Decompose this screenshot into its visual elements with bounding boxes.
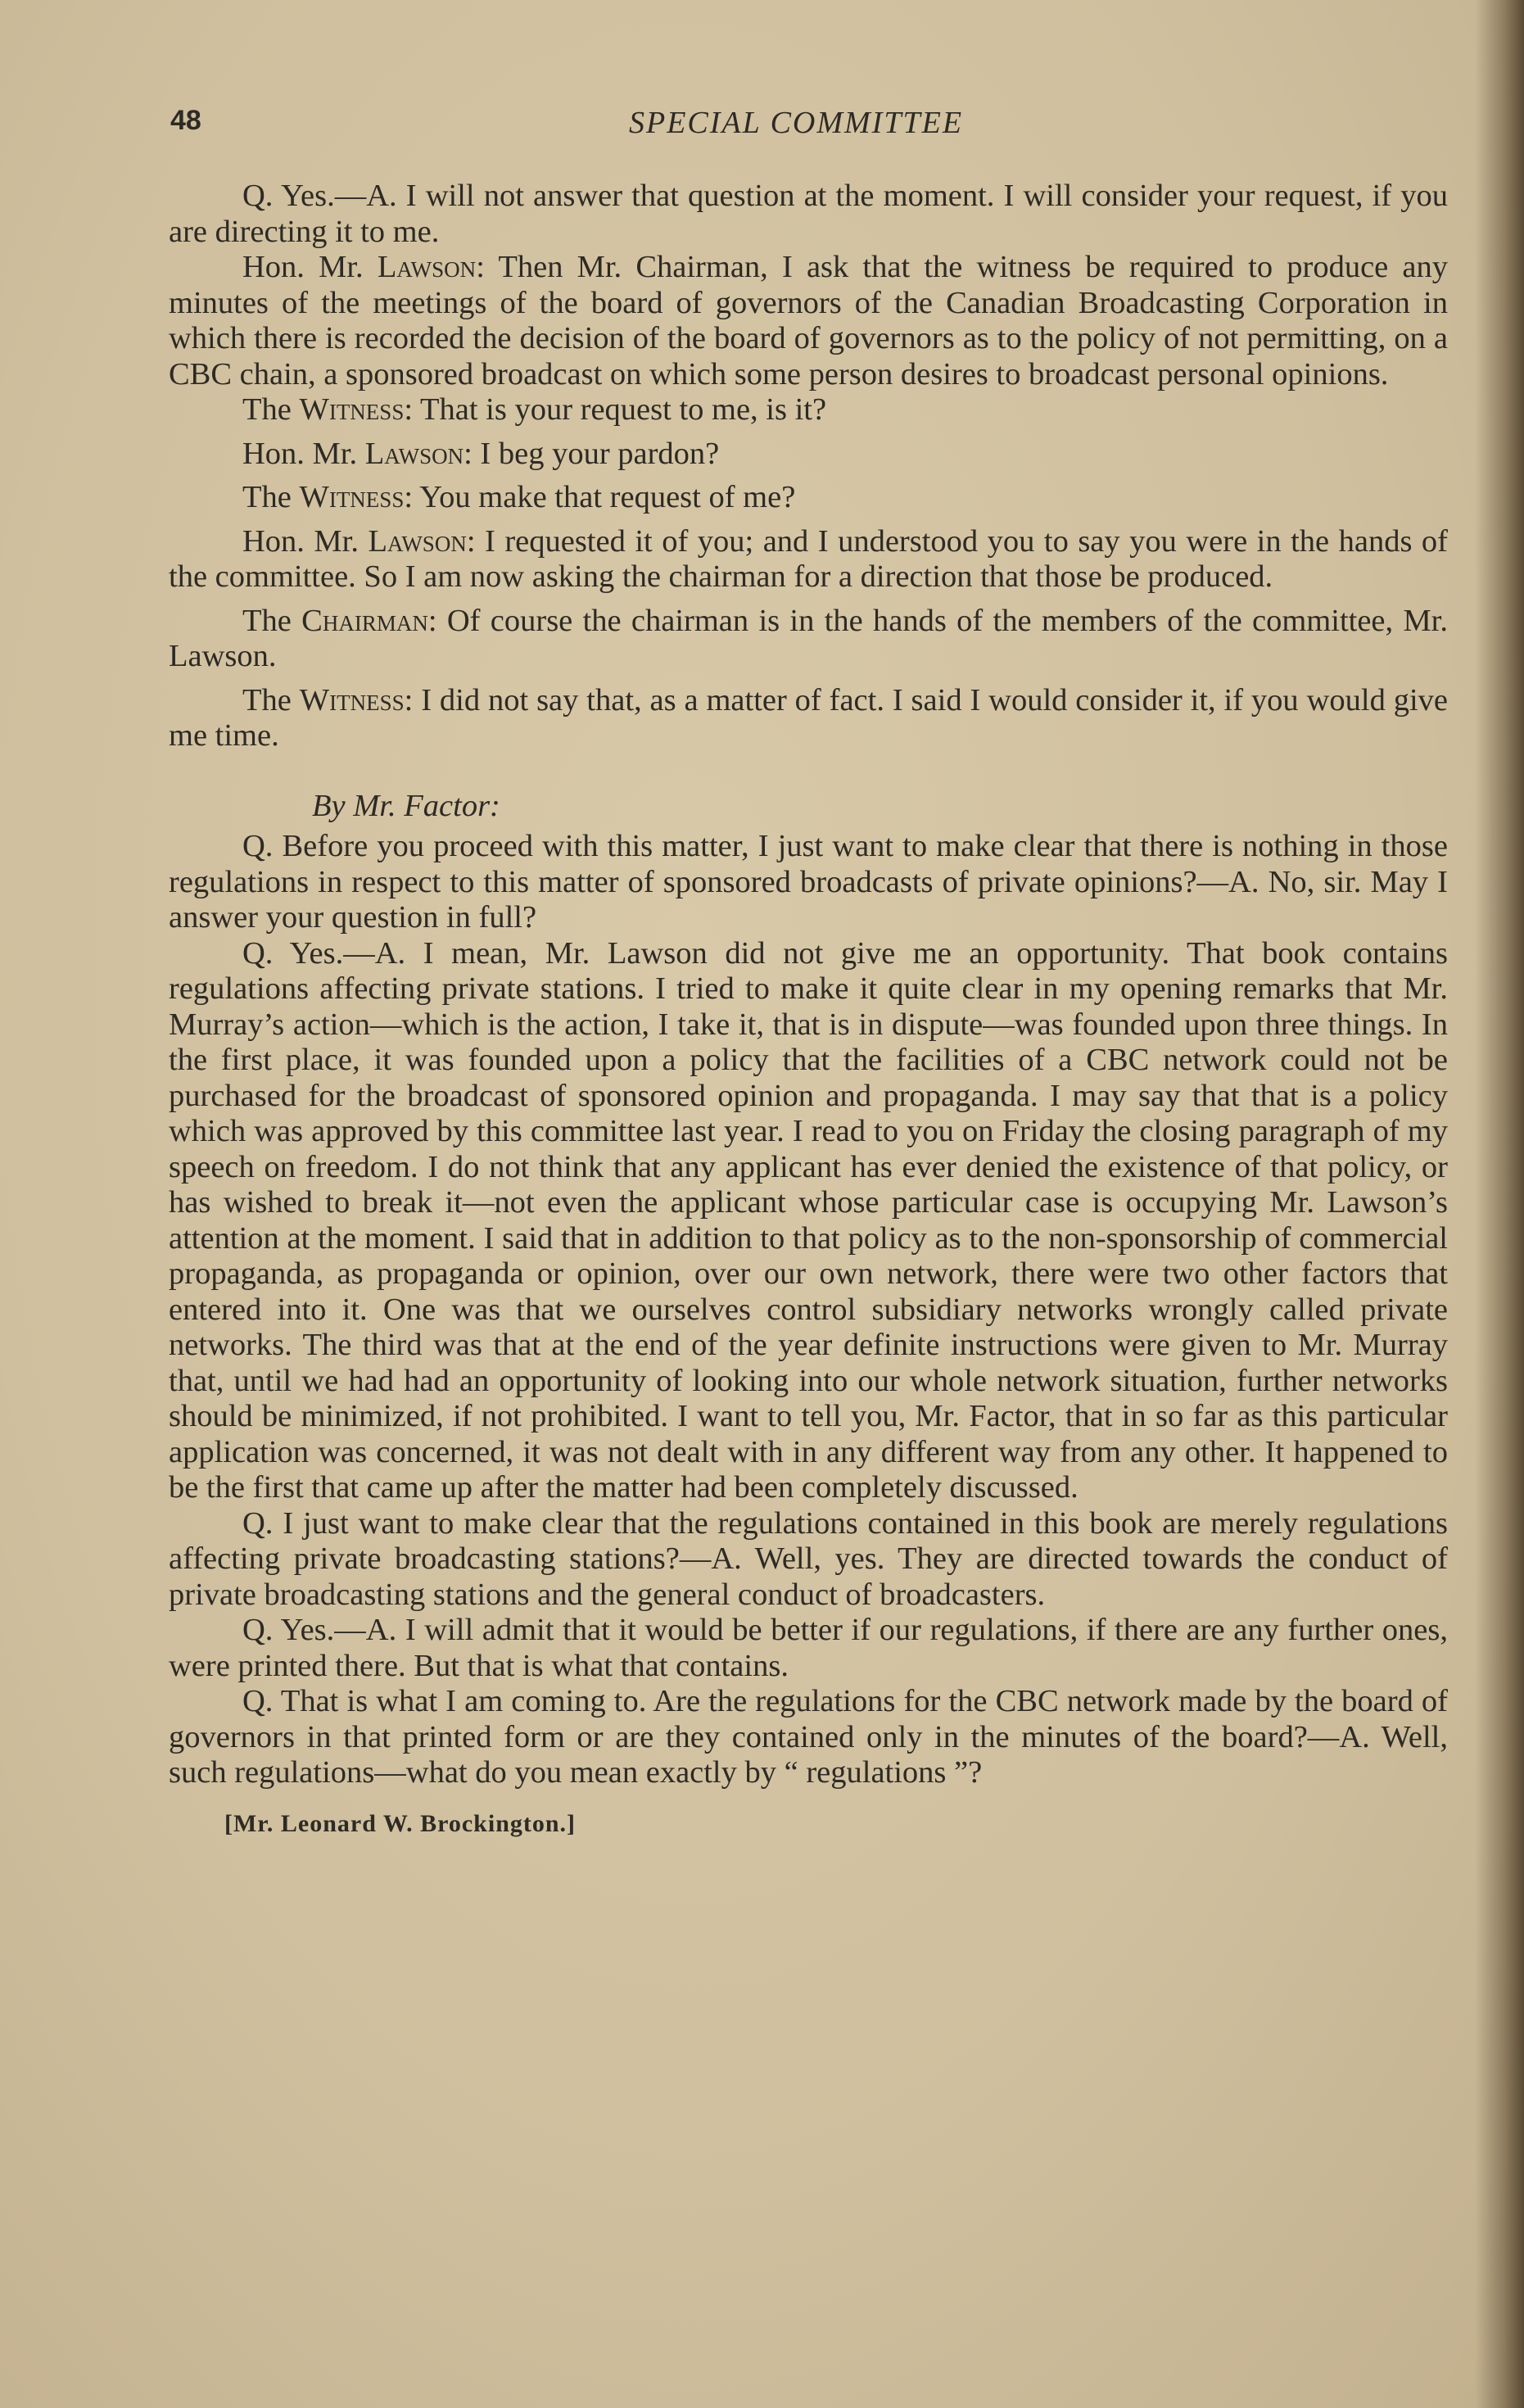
paragraph-text: : You make that request of me? [404,480,796,514]
examiner-byline: By Mr. Factor: [312,788,500,823]
page-number: 48 [170,105,201,136]
paragraph-speech [169,480,1448,516]
paragraph-qa [169,1684,1448,1791]
paragraph-text: : That is your request to me, is it? [404,392,827,427]
speaker-name: Witness [299,392,405,427]
speaker-prefix: The [242,392,300,427]
book-spine-shadow [1475,0,1524,2408]
paragraph-text: : Then Mr. Chairman, I ask that the witness be required to produce any minutes of the meetings of the board of governors of the Canadian Broadcasting Corporation in which there is recorded the decision of the board of governors as to the policy of not permitting, on a CBC chain, a sponsored broadcast on which some person desires to broadcast personal opinions. [169,250,1449,392]
paragraph-speech [169,604,1448,675]
paragraph-qa [169,1613,1448,1684]
speaker-prefix: Hon. Mr. [242,523,369,559]
paragraph-text: Q. That is what I am coming to. Are the regulations for the CBC network made by the board of governors in that printed form or are they contained only in the minutes of the board?—A. Well, such regulations—what do you mean exactly by “ regulations ”? [169,1684,1448,1790]
paragraph-speech [169,524,1448,595]
speaker-prefix: The [242,603,302,638]
page-body [169,179,1448,1841]
speaker-prefix: Hon. Mr. [242,250,378,284]
speaker-name: Chairman [301,603,428,638]
speaker-name: Witness [299,682,405,717]
paragraph-text: : Of course the chairman is in the hands of the members of the committee, Mr. Lawson. [169,603,1448,673]
speaker-name: Lawson [368,523,467,559]
paragraph-qa [169,179,1448,250]
paragraph-speech [169,392,1448,428]
paragraph-qa [169,936,1448,1506]
paragraph-text: : I beg your pardon? [464,436,720,471]
paragraph-text: Q. Yes.—A. I mean, Mr. Lawson did not give me an opportunity. That book contains regulations affecting private stations. I tried to make it quite clear in my opening remarks that Mr. Murray’s action—which is the action, I take it, that is in dispute—was founded upon three things. In the first place, it was founded upon a policy that the facilities of a CBC network could not be purchased for the broadcast of sponsored opinion and propaganda. I may say that that is a policy which was approved by this committee last year. I read to you on Friday the closing paragraph of my speech on freedom. I do not think that any applicant has ever denied the existence of that policy, or has wished to break it—not even the applicant whose particular case is occupying Mr. Lawson’s attention at the moment. I said that in addition to that policy as to the non-sponsorship of commercial propaganda, as propaganda or opinion, over our own network, there were two other factors that entered into it. One was that we ourselves control subsidiary networks wrongly called private networks. The third was that at the end of the year definite instructions were given to Mr. Murray that, until we had had an opportunity of looking into our whole network situation, further networks should be minimized, if not prohibited. I want to tell you, Mr. Factor, that in so far as this particular application was concerned, it was not dealt with in any different way from any other. It happened to be the first that came up after the matter had been completely discussed. [169,935,1448,1505]
paragraph-qa [169,829,1448,936]
paragraph-speech [169,437,1448,473]
speaker-prefix: The [242,682,300,717]
paragraph-speech [169,250,1448,392]
speaker-name: Lawson [377,250,477,284]
paragraph-text: Q. Yes.—A. I will not answer that question at the moment. I will consider your request, if you are directing it to me. [169,179,1448,249]
speaker-prefix: Hon. Mr. [242,436,365,471]
paragraph-qa [169,1506,1448,1614]
paragraph-text: : I requested it of you; and I understood you to say you were in the hands of the committee. So I am now asking the chairman for a direction that those be produced. [169,523,1448,594]
speaker-prefix: The [242,480,300,514]
running-head: SPECIAL COMMITTEE [629,106,964,140]
paragraph-text: Q. Yes.—A. I will admit that it would be better if our regulations, if there are any further ones, were printed there. But that is what that contains. [169,1613,1448,1683]
paragraph-text: : I did not say that, as a matter of fact. I said I would consider it, if you would give me time. [169,682,1448,753]
paragraph-speech [169,683,1448,754]
speaker-name: Lawson [364,436,464,471]
speaker-name: Witness [299,480,405,514]
page-header [170,105,1448,154]
witness-footnote: [Mr. Leonard W. Brockington.] [224,1809,577,1837]
paragraph-text: Q. Before you proceed with this matter, I just want to make clear that there is nothing in those regulations in respect to this matter of sponsored broadcasts of private opinions?—A. No, sir. May I answer your question in full? [169,829,1448,935]
paragraph-text: Q. I just want to make clear that the regulations contained in this book are merely regulations affecting private broadcasting stations?—A. Well, yes. They are directed towards the conduct of private broadcasting stations and the general conduct of broadcasters. [169,1505,1448,1612]
